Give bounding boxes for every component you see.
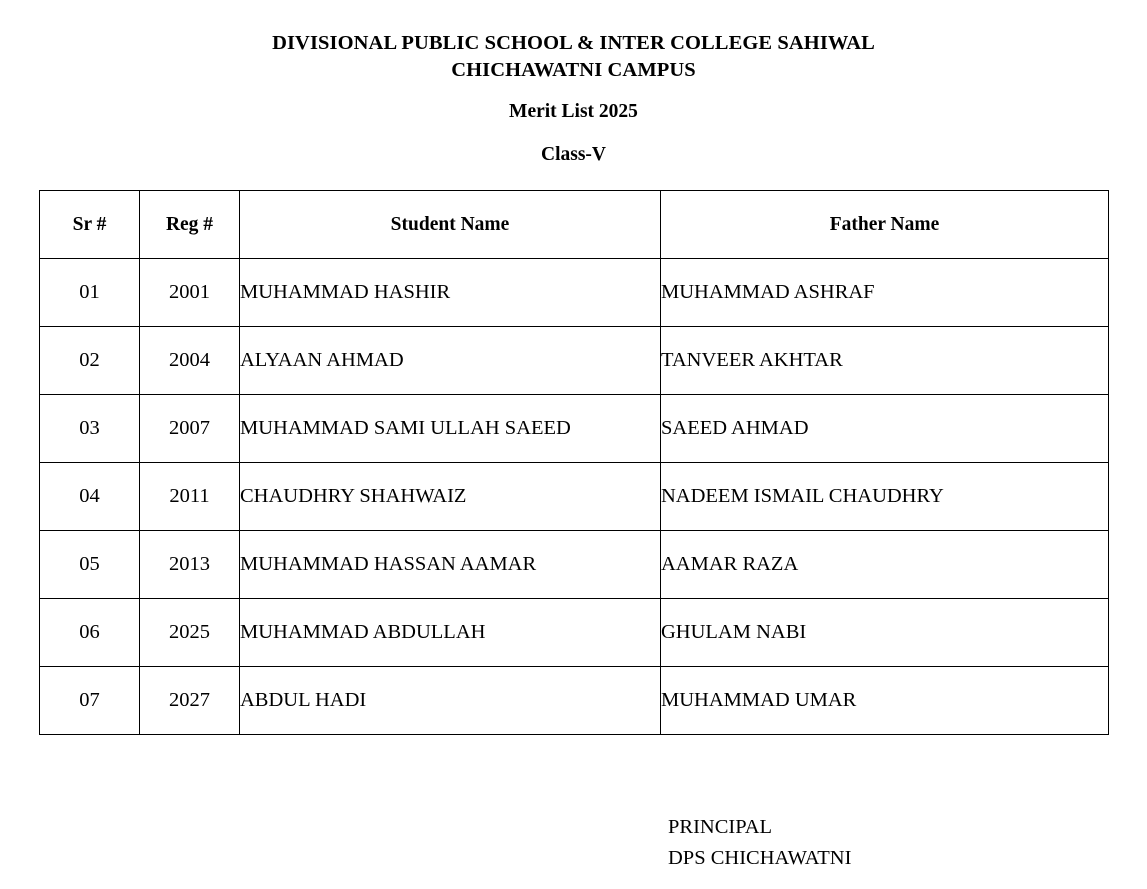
cell-reg: 2025	[140, 599, 240, 667]
document-title: Merit List 2025	[509, 101, 638, 122]
cell-student-name: ABDUL HADI	[240, 667, 661, 735]
cell-sr: 05	[40, 531, 140, 599]
cell-father-name: GHULAM NABI	[661, 599, 1109, 667]
cell-student-name: MUHAMMAD ABDULLAH	[240, 599, 661, 667]
cell-sr: 06	[40, 599, 140, 667]
cell-student-name: MUHAMMAD SAMI ULLAH SAEED	[240, 395, 661, 463]
cell-student-name: ALYAAN AHMAD	[240, 327, 661, 395]
cell-reg: 2004	[140, 327, 240, 395]
cell-father-name: NADEEM ISMAIL CHAUDHRY	[661, 463, 1109, 531]
table-header-row	[40, 191, 1109, 259]
cell-reg: 2027	[140, 667, 240, 735]
column-header-father-name: Father Name	[661, 191, 1109, 259]
cell-father-name: AAMAR RAZA	[661, 531, 1109, 599]
cell-father-name: MUHAMMAD UMAR	[661, 667, 1109, 735]
table-row	[40, 327, 1109, 395]
cell-reg: 2001	[140, 259, 240, 327]
cell-student-name: MUHAMMAD HASSAN AAMAR	[240, 531, 661, 599]
cell-student-name: CHAUDHRY SHAHWAIZ	[240, 463, 661, 531]
cell-sr: 02	[40, 327, 140, 395]
organization-title-line-1: DIVISIONAL PUBLIC SCHOOL & INTER COLLEGE SAHIWAL	[272, 32, 875, 54]
table-row	[40, 463, 1109, 531]
cell-father-name: SAEED AHMAD	[661, 395, 1109, 463]
table-header	[40, 191, 1109, 259]
cell-reg: 2011	[140, 463, 240, 531]
table-row	[40, 667, 1109, 735]
signature-institution: DPS CHICHAWATNI	[668, 847, 852, 869]
cell-father-name: TANVEER AKHTAR	[661, 327, 1109, 395]
class-title: Class-V	[540, 144, 606, 165]
table-body	[40, 259, 1109, 735]
column-header-reg: Reg #	[140, 191, 240, 259]
document-heading	[0, 30, 1147, 167]
merit-list-table	[39, 190, 1109, 735]
cell-reg: 2013	[140, 531, 240, 599]
cell-sr: 04	[40, 463, 140, 531]
cell-sr: 01	[40, 259, 140, 327]
table-row	[40, 599, 1109, 667]
cell-father-name: MUHAMMAD ASHRAF	[661, 259, 1109, 327]
cell-sr: 07	[40, 667, 140, 735]
cell-reg: 2007	[140, 395, 240, 463]
signature-designation: PRINCIPAL	[668, 816, 773, 838]
signature-block	[668, 812, 851, 874]
column-header-sr: Sr #	[40, 191, 140, 259]
table-row	[40, 395, 1109, 463]
column-header-student-name: Student Name	[240, 191, 661, 259]
table-row	[40, 531, 1109, 599]
cell-student-name: MUHAMMAD HASHIR	[240, 259, 661, 327]
cell-sr: 03	[40, 395, 140, 463]
table-row	[40, 259, 1109, 327]
organization-title-line-2: CHICHAWATNI CAMPUS	[451, 59, 696, 81]
